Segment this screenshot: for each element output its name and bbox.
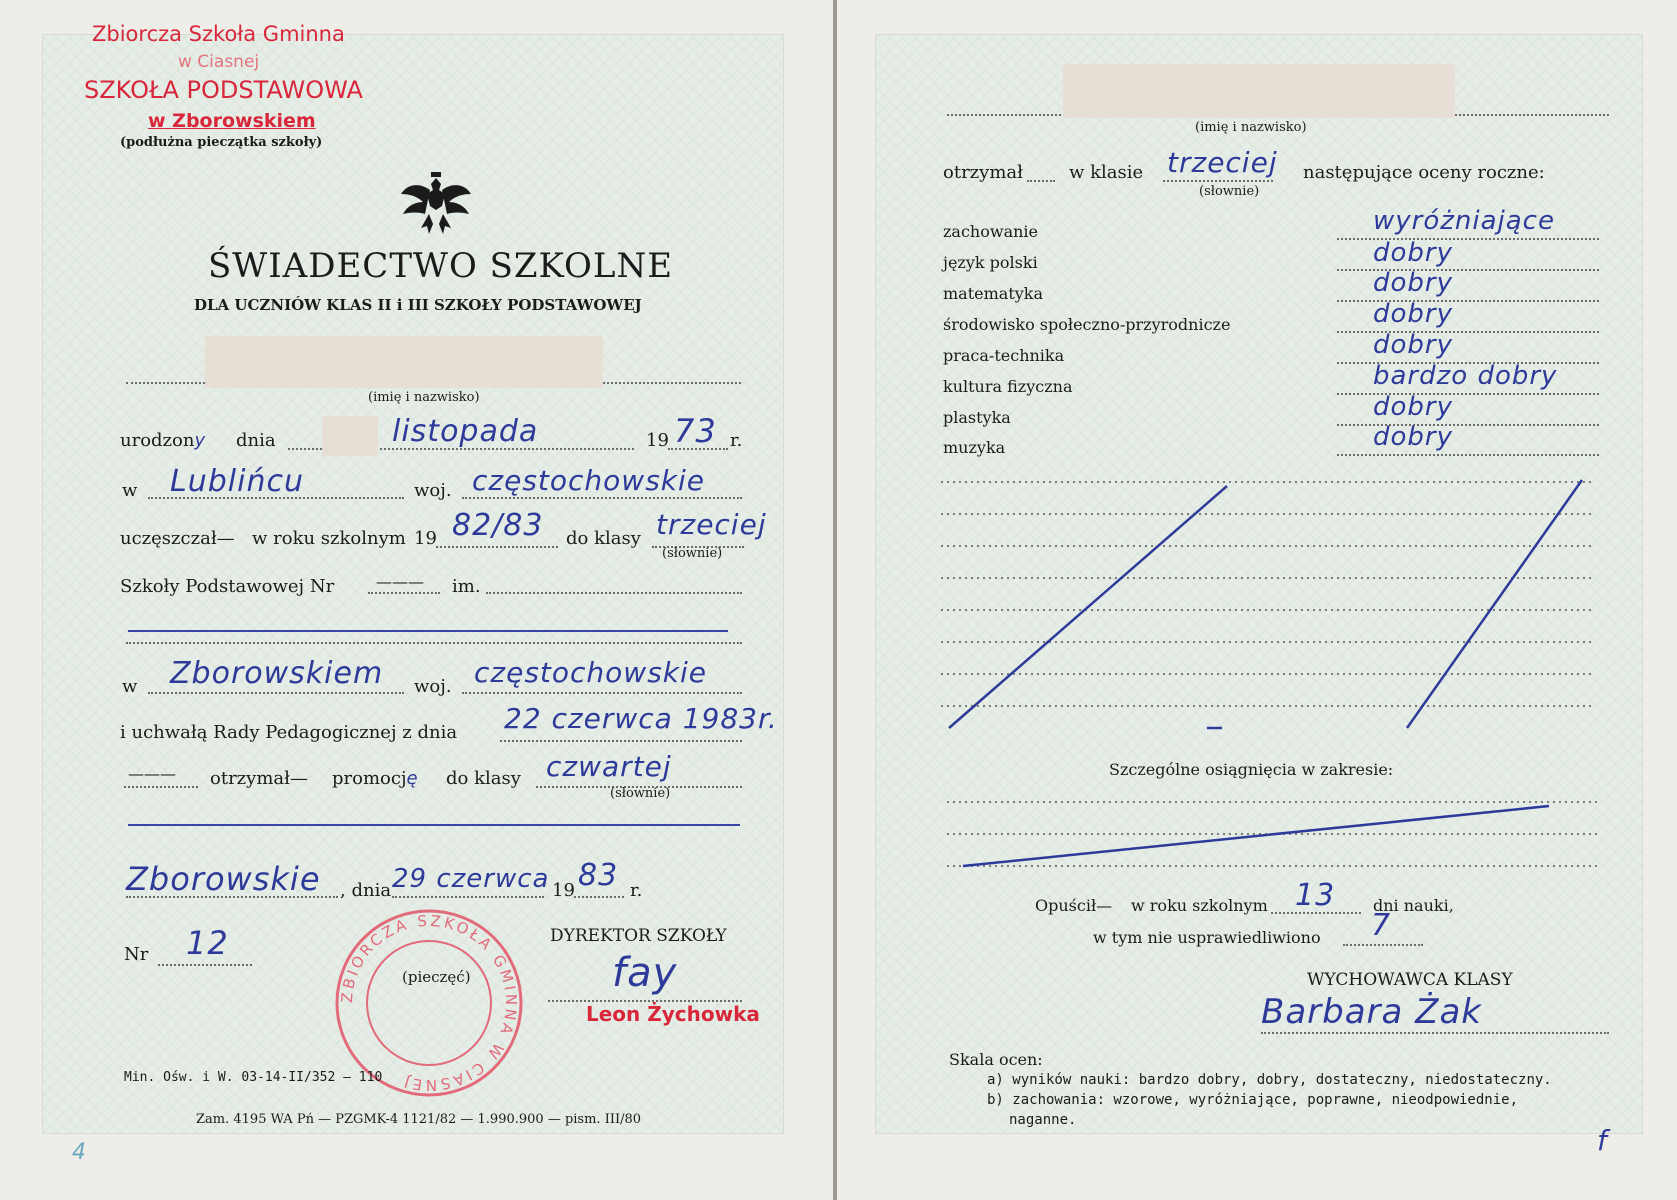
promoted-class-value: czwartej [546,750,672,783]
birth-r-label: r. [730,430,743,451]
school-voivodeship-label: woj. [414,676,452,697]
birth-w-label: w [122,480,138,501]
grade-value-6: dobry [1373,392,1453,422]
certificate-nr-label: Nr [124,944,149,965]
corner-mark-right: f [1597,1124,1608,1157]
missed-year-label: w roku szkolnym [1131,896,1268,915]
class-attended-value: trzeciej [656,508,767,541]
redacted-birth-day [322,416,378,456]
school-year-line [436,546,558,548]
school-im-label: im. [452,576,481,597]
school-w-label: w [122,676,138,697]
issue-year-prefix: 19 [552,880,575,901]
school-nr-label: Szkoły Podstawowej Nr [120,576,335,597]
certificate-title: ŚWIADECTWO SZKOLNE [208,246,674,286]
director-signature: fay [612,950,678,996]
grade-value-7: dobry [1373,422,1453,452]
issue-day-value: 29 czerwca [392,864,550,894]
right-class-line [1163,180,1273,182]
issue-year-line [574,896,624,898]
right-class-value: trzeciej [1167,146,1278,179]
day-label: dnia [236,430,276,451]
stamp-line-4: w Zborowskiem [148,110,316,132]
school-extra-strike [128,630,728,632]
grading-scale-a: a) wyników nauki: bardzo dobry, dobry, dostateczny, niedostateczny. [987,1072,1552,1088]
attended-label: uczęszczał— [120,528,235,549]
missed-days-value: 13 [1295,878,1336,913]
birth-month-value: listopada [392,414,539,449]
born-label: urodzony [120,430,207,451]
issue-day-line [392,896,544,898]
school-year-prefix: 19 [414,528,437,549]
issue-place-value: Zborowskie [126,860,321,898]
certificate-nr-line [158,964,252,966]
empty-grade-rows [937,470,1617,750]
left-page [0,0,833,1200]
promotion-label: promocję [332,768,419,789]
following-grades-label: następujące oceny roczne: [1303,162,1545,183]
grade-value-0: wyróżniające [1373,206,1555,236]
svg-text:ZBIORCZA SZKOŁA GMINNA W CIASN: ZBIORCZA SZKOŁA GMINNA W CIASNEJ [337,911,521,1095]
school-patron-line [486,592,742,594]
right-received-label: otrzymał [943,162,1023,183]
grading-scale-b: b) zachowania: wzorowe, wyróżniające, poprawne, nieodpowiednie, [987,1092,1519,1108]
certificate-nr-value: 12 [186,924,229,962]
promoted-to-class-label: do klasy [446,768,521,789]
grade-subject-6: plastyka [943,408,1011,427]
right-received-line [1027,180,1055,182]
achievements-label: Szczególne osiągnięcia w zakresie: [1109,760,1394,779]
birth-voivodeship-value: częstochowskie [472,464,705,497]
grade-subject-2: matematyka [943,284,1044,303]
promoted-class-caption: (słownie) [610,786,671,801]
unexcused-line [1343,944,1423,946]
grading-scale-b2: naganne. [1009,1112,1077,1128]
missed-label: Opuścił— [1035,896,1113,915]
promotion-prefix-line [124,786,198,788]
right-redacted-name [1063,64,1455,118]
grade-value-5: bardzo dobry [1373,361,1558,391]
teacher-signature: Barbara Żak [1261,992,1482,1032]
promotion-strike-line [128,824,740,826]
polish-eagle-emblem-icon [399,168,473,240]
issue-day-label: , dnia [340,880,392,901]
grade-line-7 [1337,454,1599,456]
right-class-caption: (słownie) [1199,184,1260,199]
director-label: DYREKTOR SZKOŁY [550,926,727,946]
school-place-line [148,692,404,694]
right-page [837,0,1677,1200]
to-class-label: do klasy [566,528,641,549]
unexcused-label: w tym nie usprawiedliwiono [1093,928,1321,947]
promotion-prefix-dash: ——— [128,764,176,783]
name-caption: (imię i nazwisko) [368,390,480,405]
grade-subject-4: praca-technika [943,346,1065,365]
grade-value-1: dobry [1373,238,1453,268]
school-place-value: Zborowskiem [170,656,384,691]
school-year-label: w roku szkolnym [252,528,406,549]
teacher-signature-line [1261,1032,1609,1034]
stamp-line-1: Zbiorcza Szkoła Gminna [92,22,345,46]
issue-r-label: r. [630,880,643,901]
birth-place-value: Lublińcu [170,464,304,499]
stamp-caption: (podłużna pieczątka szkoły) [120,135,323,150]
redacted-name [205,336,603,388]
school-nr-value: ——— [376,572,424,591]
school-voivodeship-line [462,692,742,694]
birth-voivodeship-label: woj. [414,480,452,501]
school-nr-line [368,592,440,594]
achievements-lines [937,790,1617,890]
days-label: dni nauki, [1373,896,1454,915]
unexcused-value: 7 [1371,908,1392,943]
teacher-label: WYCHOWAWCA KLASY [1307,970,1513,990]
promotion-received-label: otrzymał— [210,768,308,789]
grading-scale-title: Skala ocen: [949,1050,1043,1069]
form-code: Min. Ośw. i W. 03-14-II/352 — 110 [124,1070,383,1085]
grade-value-2: dobry [1373,268,1453,298]
stamp-line-3: SZKOŁA PODSTAWOWA [84,76,363,104]
print-order-code: Zam. 4195 WA Pń — PZGMK-4 1121/82 — 1.990.900 — pism. III/80 [196,1112,642,1127]
resolution-label: i uchwałą Rady Pedagogicznej z dnia [120,722,458,743]
grade-subject-7: muzyka [943,438,1006,457]
right-name-caption: (imię i nazwisko) [1195,120,1307,135]
seal-caption: (pieczęć) [402,968,471,986]
school-extra-line [126,642,742,644]
birth-year-value: 73 [674,412,717,450]
in-class-label: w klasie [1069,162,1144,183]
birth-voivodeship-line [462,497,742,499]
stamp-line-2: w Ciasnej [178,52,260,72]
school-year-value: 82/83 [452,508,544,543]
resolution-date-value: 22 czerwca 1983r. [504,702,778,735]
issue-year-value: 83 [578,858,619,893]
grade-subject-0: zachowanie [943,222,1038,241]
certificate-subtitle: DLA UCZNIÓW KLAS II i III SZKOŁY PODSTAWOWEJ [194,296,642,314]
class-attended-caption: (słownie) [662,546,723,561]
birth-year-prefix: 19 [646,430,669,451]
corner-mark-left: 4 [72,1140,87,1165]
school-voivodeship-value: częstochowskie [474,656,707,689]
grade-value-4: dobry [1373,330,1453,360]
resolution-date-line [500,740,742,742]
grade-subject-3: środowisko społeczno-przyrodnicze [943,315,1231,334]
director-name-stamp: Leon Żychowka [586,1002,760,1026]
grade-value-3: dobry [1373,299,1453,329]
grade-subject-1: język polski [943,253,1038,272]
grade-subject-5: kultura fizyczna [943,377,1073,396]
